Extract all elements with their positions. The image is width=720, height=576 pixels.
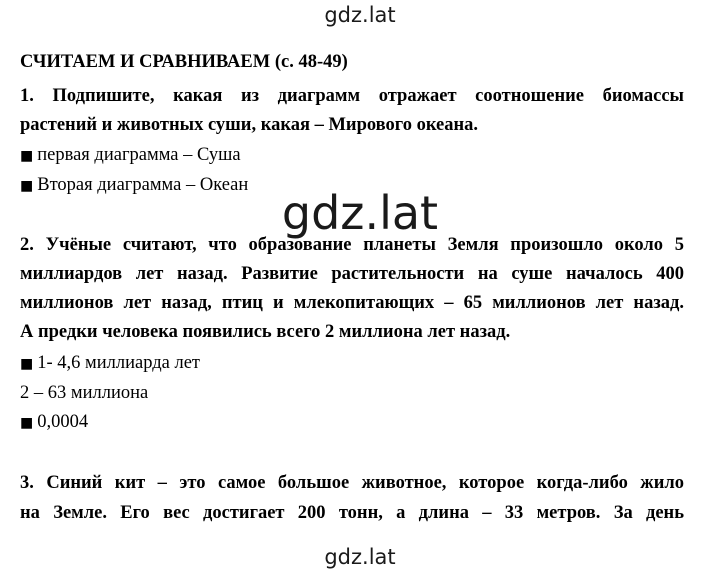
- task2-answer-2: 2 – 63 миллиона: [20, 383, 149, 403]
- watermark-bottom: gdz.lat: [324, 545, 396, 569]
- answer-text: первая диаграмма – Суша: [37, 145, 241, 165]
- task2-answer-3: [20, 410, 88, 435]
- task3-question-line1: 3. Синий кит – это самое большое животное, которое когда-либо жило: [20, 473, 684, 493]
- task2-question-line4: А предки человека появились всего 2 миллиона лет назад.: [20, 322, 511, 342]
- task1-answer-1: [20, 143, 241, 168]
- task2-question-line3: миллионов лет назад, птиц и млекопитающих – 65 миллионов лет назад.: [20, 293, 684, 313]
- answer-text: 0,0004: [37, 412, 89, 432]
- answer-text: Вторая диаграмма – Океан: [37, 175, 249, 195]
- task2-question-line2: миллиардов лет назад. Развитие растительности на суше началось 400: [20, 264, 684, 284]
- bullet-icon: ■: [20, 415, 34, 431]
- bullet-icon: ■: [20, 148, 34, 164]
- watermark-middle: gdz.lat: [281, 186, 439, 240]
- task1-question-line2: растений и животных суши, какая – Мирового океана.: [20, 115, 479, 135]
- answer-text: 1- 4,6 миллиарда лет: [37, 353, 200, 373]
- bullet-icon: ■: [20, 178, 34, 194]
- task1-question-line1: 1. Подпишите, какая из диаграмм отражает соотношение биомассы: [20, 86, 684, 106]
- task2-answer-1: [20, 351, 200, 376]
- task3-question-line2: на Земле. Его вес достигает 200 тонн, а длина – 33 метров. За день: [20, 503, 684, 523]
- task2-question-line1: 2. Учёные считают, что образование планеты Земля произошло около 5: [20, 235, 684, 255]
- bullet-icon: ■: [20, 356, 34, 372]
- section-heading: СЧИТАЕМ И СРАВНИВАЕМ (с. 48-49): [20, 52, 348, 72]
- watermark-top: gdz.lat: [324, 3, 396, 27]
